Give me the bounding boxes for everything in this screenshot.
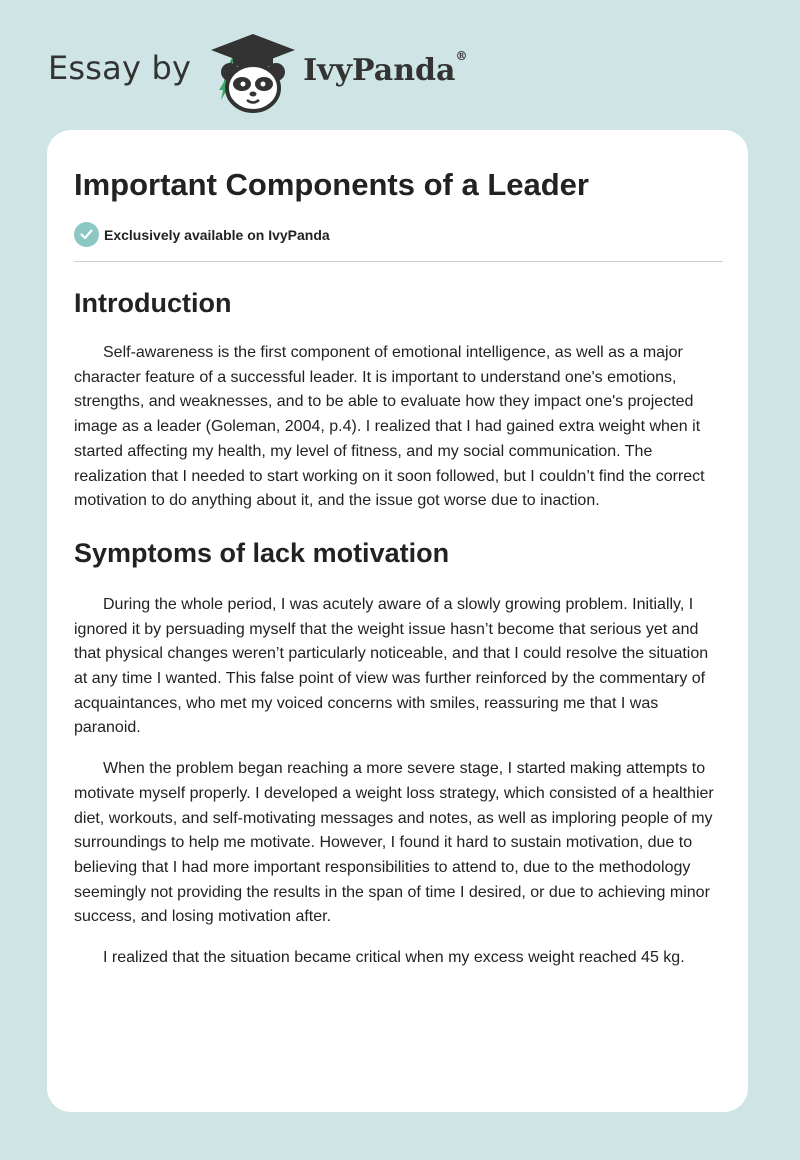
section-introduction [74,285,723,514]
paragraph: I realized that the situation became critical when my excess weight reached 45 kg. [103,949,685,967]
title-divider [74,261,723,262]
brand-prefix: Essay by [48,49,192,87]
essay-card [47,130,748,1112]
exclusive-label: Exclusively available on IvyPanda [104,226,330,243]
essay-title: Important Components of a Leader [74,167,589,202]
paragraph: When the problem began reaching a more severe stage, I started making attempts to motivate myself properly. I developed a weight loss strategy, which consisted of a healthier diet, workouts, and self-motivating messages and notes, as well as imploring people of my surroundings to help me motivate. However, I found it hard to sustain motivation, due to believing that I had more important responsibilities to attend to, due to the methodology seemingly not providing the results in the span of time I desired, or due to achieving minor success, and losing motivation after. [74,760,714,926]
registered-mark: ® [455,48,468,63]
brand-name[interactable]: IvyPanda® [303,48,468,88]
paragraph: Self-awareness is the first component of emotional intelligence, as well as a major character feature of a successful leader. It is important to understand one's emotions, strengths, and weaknesses, and to be able to evaluate how they impact one's projected image as a leader (Goleman, 2004, p.4). I realized that I had gained extra weight when it started affecting my health, my level of fitness, and my social communication. The realization that I needed to start working on it soon followed, but I couldn’t find the correct motivation to do anything about it, and the issue got worse due to inaction. [74,344,705,510]
essay-body [74,282,723,971]
section-symptoms [74,535,723,971]
section-heading: Introduction [74,288,232,318]
section-heading: Symptoms of lack motivation [74,537,450,568]
check-icon [74,222,99,247]
panda-logo-icon[interactable] [207,30,299,114]
brand-header [48,30,467,114]
exclusive-badge [74,222,330,247]
paragraph: During the whole period, I was acutely aware of a slowly growing problem. Initially, I ignored it by persuading myself that the weight issue hasn’t become that serious yet and that physical changes weren’t particularly noticeable, and that I could resolve the situation at any time I wanted. This false point of view was further reinforced by the commentary of acquaintances, who met my voiced concerns with smiles, reassuring me that I was paranoid. [74,595,709,737]
